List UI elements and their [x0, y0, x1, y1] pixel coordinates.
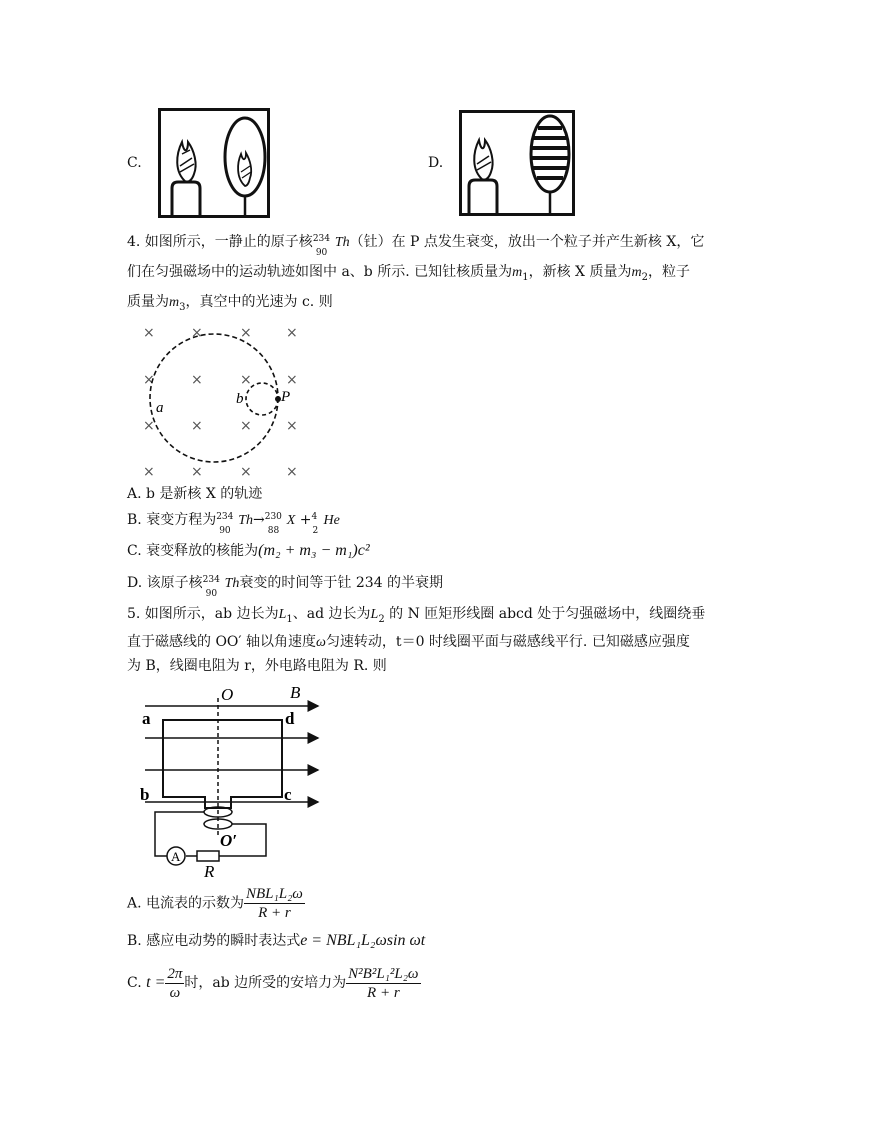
cross: ×: [191, 325, 203, 341]
track-a: [150, 334, 278, 462]
label-b: b: [236, 391, 244, 407]
flame-detail: [180, 150, 194, 172]
cross: ×: [240, 325, 252, 341]
label-b-field: B: [290, 684, 301, 702]
label-a: a: [142, 709, 151, 728]
label-b: b: [140, 785, 150, 804]
q4-stem-line-3: 质量为$m_3$，真空中的光速为 c. 则: [127, 294, 333, 313]
cross: ×: [240, 418, 252, 434]
cross: ×: [191, 418, 203, 434]
resistor-icon: [197, 851, 219, 861]
q3-option-c-figure: [158, 108, 270, 218]
q5-option-c: C. t = $\frac{2\pi}{\omega}$ 时，ab 边所受的安培力为 $\frac{\text{N²B²L₁²L₂ω}}{R + r}$: [127, 965, 419, 1001]
q3-option-d-figure: [459, 110, 575, 216]
cross: ×: [286, 325, 298, 341]
nuclide-th: 234 90: [312, 234, 330, 258]
fraction: $\frac{\text{NBL₁L₂ω}}{R + r}$: [246, 886, 303, 921]
label-d: d: [285, 709, 295, 728]
fraction: $\frac{\text{N²B²L₁²L₂ω}}{R + r}$: [348, 965, 419, 1001]
cross: ×: [240, 464, 252, 480]
label-o-prime: O′: [220, 831, 238, 850]
cross: ×: [143, 325, 155, 341]
q4-stem-line-1: 4. 如图所示，一静止的原子核 234 90 Th（钍）在 P 点发生衰变，放出一个粒子并产生新核 X，它: [127, 234, 705, 258]
field-crosses: [143, 325, 298, 480]
cross: ×: [240, 372, 252, 388]
cross: ×: [286, 372, 298, 388]
candle-icon: [172, 182, 200, 216]
cross: ×: [286, 418, 298, 434]
ammeter-label: A: [171, 849, 181, 864]
q4-option-c: C. 衰变释放的核能为(m₂ + m₃ − m₁)c²: [127, 542, 370, 559]
q4-stem-line-2: 们在匀强磁场中的运动轨迹如图中 a、b 所示. 已知钍核质量为$m_1$，新核 X 质量为$m_2$，粒子: [127, 264, 690, 283]
q5-stem-line-1: 5. 如图所示，ab 边长为$L_1$、ad 边长为$L_2$ 的 N 匝矩形线圈 abcd 处于匀强磁场中，线圈绕垂: [127, 606, 706, 625]
q4-option-a: A. b 是新核 X 的轨迹: [127, 486, 263, 502]
fraction: $\frac{2\pi}{\omega}$: [167, 965, 183, 1001]
q3-option-c-label: C.: [127, 155, 142, 171]
cross: ×: [191, 372, 203, 388]
rectangular-coil: [163, 720, 282, 808]
q4-option-d: D. 该原子核 234 90 Th衰变的时间等于钍 234 的半衰期: [127, 575, 444, 599]
label-c: c: [284, 785, 292, 804]
cross: ×: [286, 464, 298, 480]
q5-stem-line-3: 为 B，线圈电阻为 r，外电路电阻为 R. 则: [127, 658, 387, 674]
q5-stem-line-2: 直于磁感线的 OO′ 轴以角速度ω匀速转动，t＝0 时线圈平面与磁感线平行. 已知磁感应强度: [127, 634, 690, 650]
candle-icon: [469, 180, 497, 214]
q5-coil-diagram: [135, 684, 325, 880]
cross: ×: [143, 372, 155, 388]
cross: ×: [143, 464, 155, 480]
q4-option-b: B. 衰变方程为 234 90 Th→ 230 88 X + 4 2 He: [127, 512, 340, 536]
label-a: a: [156, 400, 164, 416]
label-r: R: [204, 862, 215, 880]
interference-fringes: [532, 128, 568, 178]
figure-frame: [160, 110, 269, 217]
q4-magnetic-field-diagram: [138, 322, 308, 480]
q3-option-d-label: D.: [428, 155, 444, 171]
label-o: O: [221, 685, 234, 704]
label-p: P: [281, 389, 291, 405]
q5-option-b: B. 感应电动势的瞬时表达式e = NBL₁L₂ωsin ωt: [127, 932, 426, 949]
cross: ×: [143, 418, 155, 434]
q5-option-a: A. 电流表的示数为 $\frac{\text{NBL₁L₂ω}}{R + r}$: [127, 886, 303, 921]
cross: ×: [191, 464, 203, 480]
